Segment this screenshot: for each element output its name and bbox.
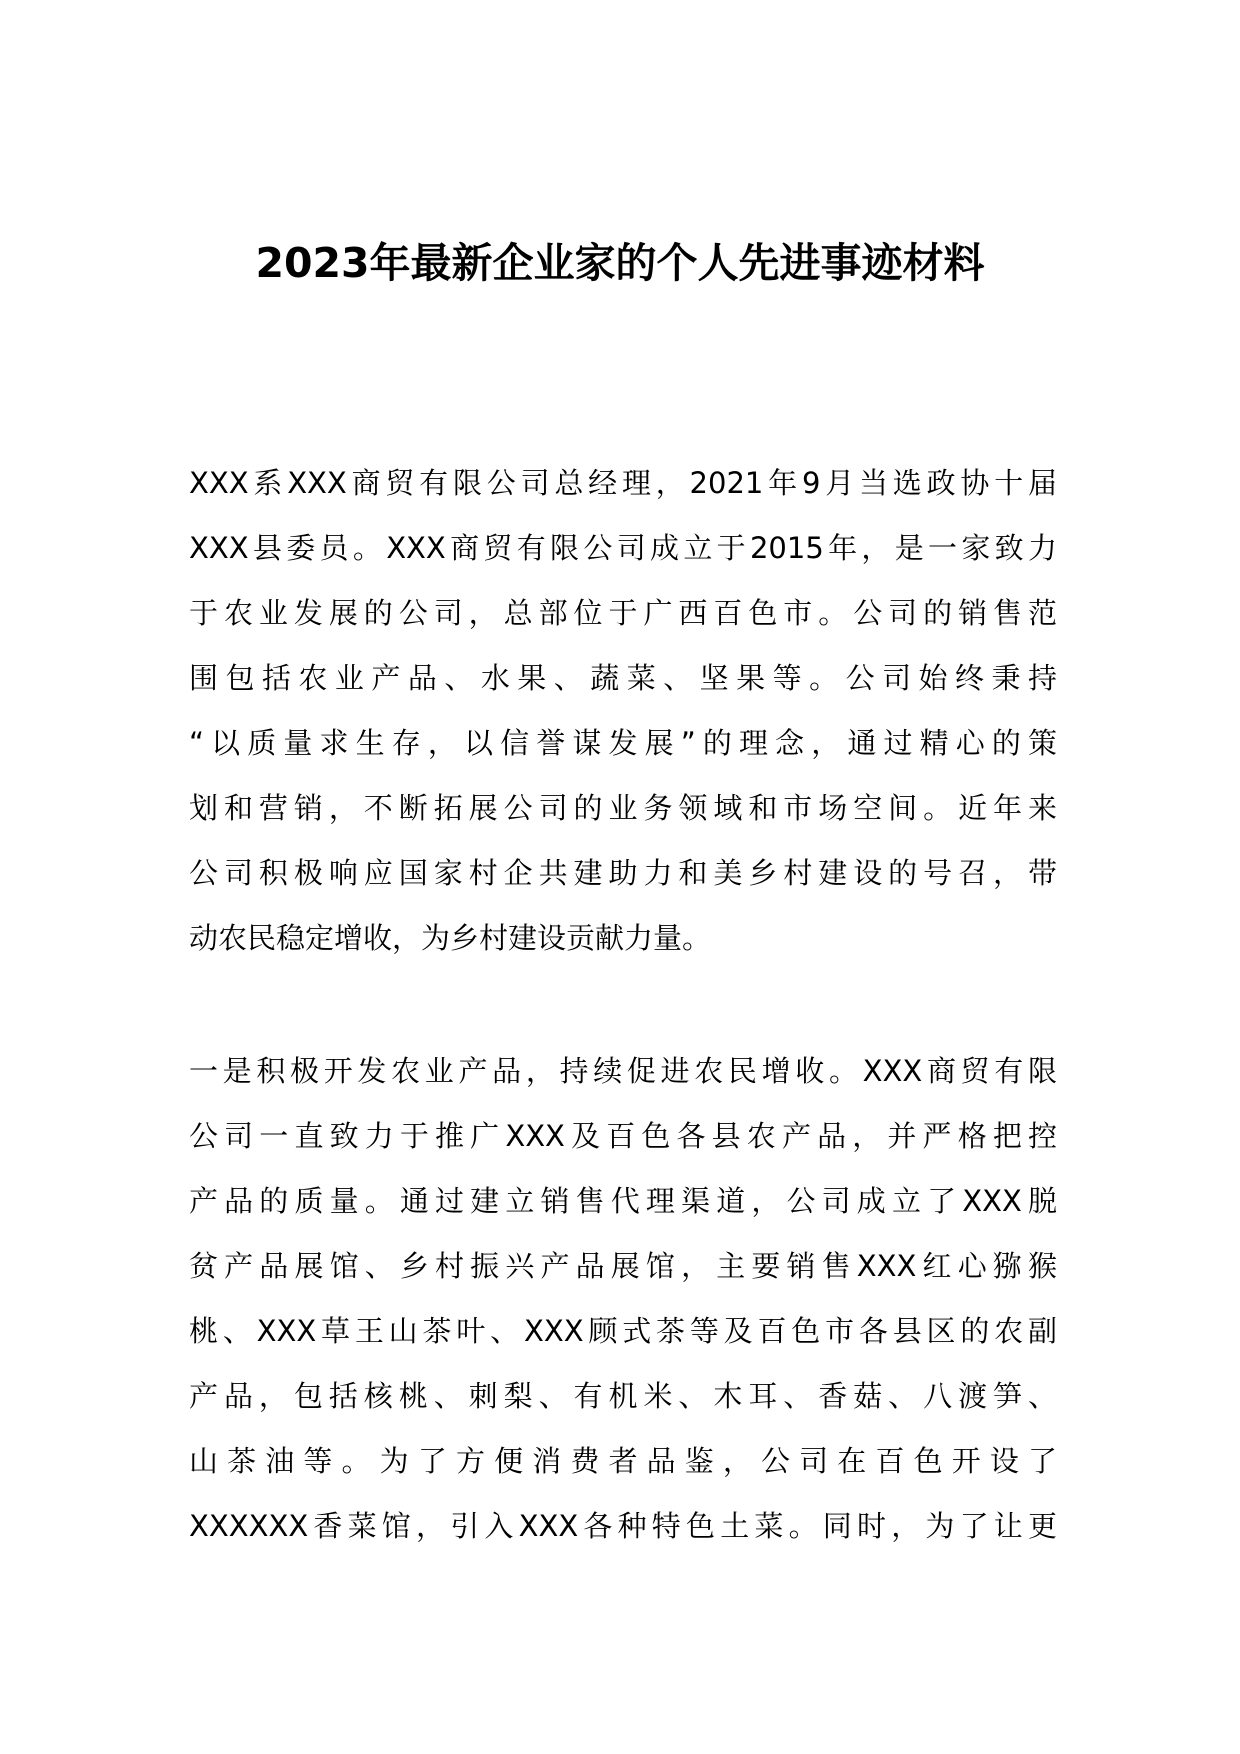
text-line: 贫产品展馆、乡村振兴产品展馆，主要销售XXX红心猕猴	[189, 1249, 1057, 1283]
text-line: XXX系XXX商贸有限公司总经理，2021年9月当选政协十届	[189, 466, 1057, 500]
text-line: 公司一直致力于推广XXX及百色各县农产品，并严格把控	[189, 1119, 1057, 1153]
text-line: 山茶油等。为了方便消费者品鉴，公司在百色开设了	[189, 1444, 1057, 1478]
text-line: “以质量求生存，以信誉谋发展”的理念，通过精心的策	[189, 726, 1057, 760]
text-line: 划和营销，不断拓展公司的业务领域和市场空间。近年来	[189, 791, 1057, 825]
text-line: 产品的质量。通过建立销售代理渠道，公司成立了XXX脱	[189, 1184, 1057, 1218]
text-line: 产品，包括核桃、刺梨、有机米、木耳、香菇、八渡笋、	[189, 1379, 1057, 1413]
text-line: 于农业发展的公司，总部位于广西百色市。公司的销售范	[189, 596, 1057, 630]
paragraph-intro	[189, 451, 1057, 971]
text-line: XXXXXX香菜馆，引入XXX各种特色土菜。同时，为了让更	[189, 1509, 1057, 1543]
text-line: 桃、XXX草王山茶叶、XXX顾式茶等及百色市各县区的农副	[189, 1314, 1057, 1348]
document-title: 2023年最新企业家的个人先进事迹材料	[255, 239, 985, 288]
text-line: 动农民稳定增收，为乡村建设贡献力量。	[189, 921, 712, 955]
text-line: 一是积极开发农业产品，持续促进农民增收。XXX商贸有限	[189, 1054, 1057, 1088]
paragraph-section-one	[189, 1039, 1057, 1559]
text-line: XXX县委员。XXX商贸有限公司成立于2015年，是一家致力	[189, 531, 1057, 565]
text-line: 公司积极响应国家村企共建助力和美乡村建设的号召，带	[189, 856, 1057, 890]
text-line: 围包括农业产品、水果、蔬菜、坚果等。公司始终秉持	[189, 661, 1057, 695]
